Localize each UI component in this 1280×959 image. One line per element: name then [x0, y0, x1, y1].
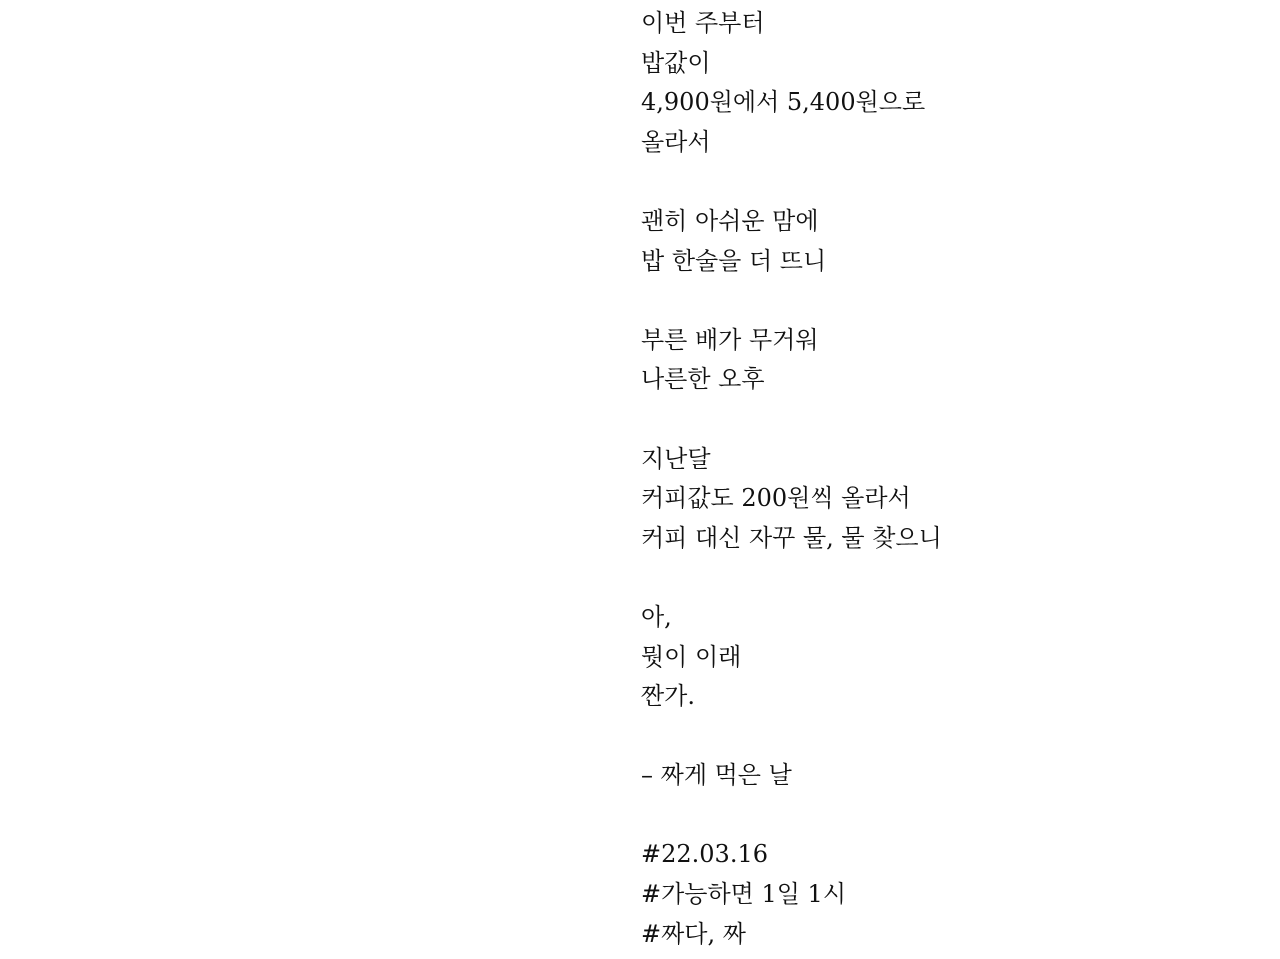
stanza-break [641, 162, 1261, 202]
poem-line: 지난달 [641, 444, 711, 473]
poem-line: 4,900원에서 5,400원으로 [641, 88, 926, 117]
poem-line: 커피 대신 자꾸 물, 물 찾으니 [641, 523, 942, 552]
poem-signature: – 짜게 먹은 날 [641, 761, 792, 790]
poem-line: 짠가. [641, 682, 695, 711]
hashtag-series: #가능하면 1일 1시 [641, 880, 847, 909]
hashtag-list [641, 835, 1261, 954]
stanza-break [641, 281, 1261, 321]
stanza-break [641, 796, 1261, 836]
poem-line: 괜히 아쉬운 맘에 [641, 206, 819, 235]
stanza-2 [641, 202, 1261, 281]
stanza-break [641, 400, 1261, 440]
poem-line: 커피값도 200원씩 올라서 [641, 484, 911, 513]
stanza-3 [641, 321, 1261, 400]
poem-line: 올라서 [641, 127, 711, 156]
poem-line: 부른 배가 무거워 [641, 325, 819, 354]
poem-line: 뭣이 이래 [641, 642, 742, 671]
poem-line: 밥값이 [641, 48, 711, 77]
stanza-break [641, 558, 1261, 598]
stanza-5 [641, 598, 1261, 717]
hashtag-date: #22.03.16 [641, 840, 768, 869]
stanza-break [641, 717, 1261, 757]
stanza-4 [641, 440, 1261, 559]
stanza-1 [641, 4, 1261, 162]
poem-line: 밥 한술을 더 뜨니 [641, 246, 827, 275]
poem-line: 나른한 오후 [641, 365, 765, 394]
poem-line: 아, [641, 602, 672, 631]
hashtag-theme: #짜다, 짜 [641, 919, 746, 948]
poem-text [641, 4, 1261, 954]
poem-line: 이번 주부터 [641, 9, 765, 37]
